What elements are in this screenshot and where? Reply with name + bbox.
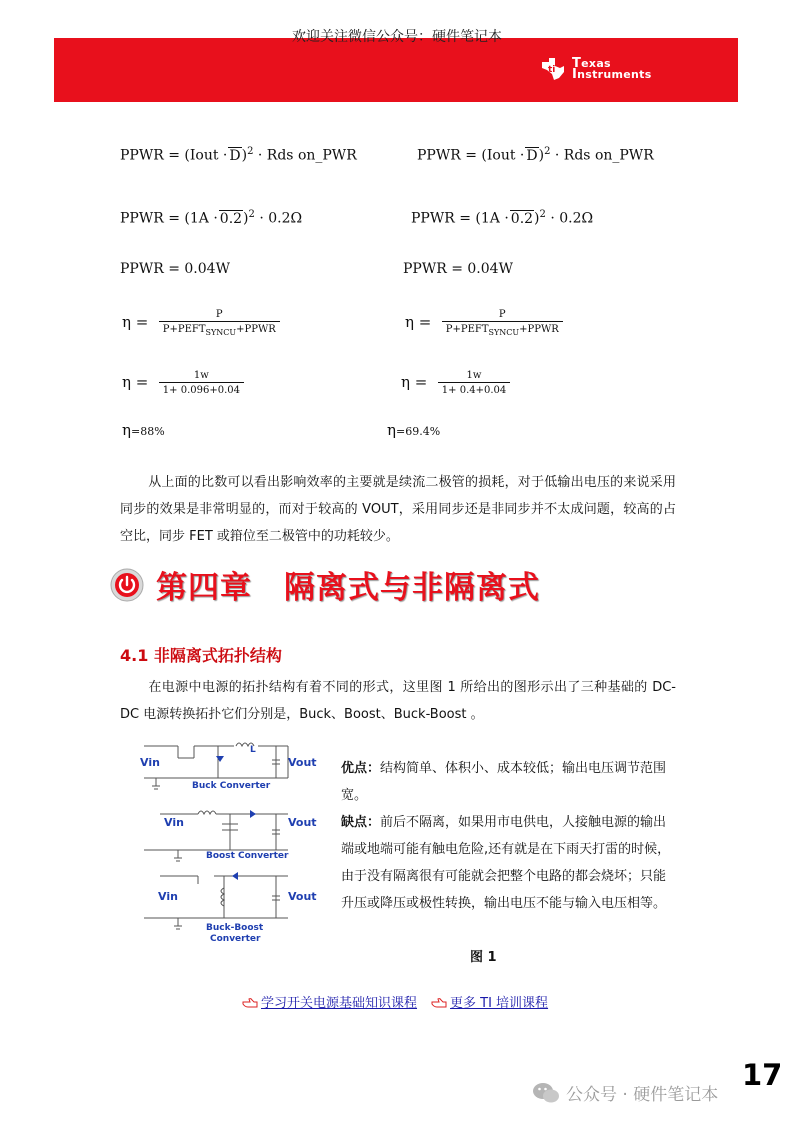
equation-right-result: η=69.4% <box>387 421 441 439</box>
equation-left-eta-1: η = $\frac{P}{P+PEFT_{SYNCU}+PPWR}$ <box>122 309 280 337</box>
equation-right-3: PPWR = 0.04W <box>403 261 513 277</box>
pros-text: 结构简单、体积小、成本较低；输出电压调节范围宽。 <box>341 761 667 803</box>
boost-converter-label: Boost Converter <box>206 851 289 861</box>
svg-text:ti: ti <box>548 65 556 75</box>
equation-left-2: PPWR = $(1A \cdot 0.2)^2 \cdot 0.2\Omega$ <box>120 209 303 227</box>
equation-left-eta-2: η = $\frac{1w}{1+ 0.096+0.04}$ <box>122 370 244 396</box>
logo-line-2: Instruments <box>572 67 652 82</box>
pros-cons-text <box>341 755 677 917</box>
figure-caption: 图 1 <box>470 950 497 965</box>
vout-label: Vout <box>288 816 317 829</box>
converter-label: Converter <box>210 934 261 944</box>
equation-left-3: PPWR = 0.04W <box>120 261 230 277</box>
watermark: 公众号 · 硬件笔记本 <box>532 1080 718 1105</box>
texas-state-icon <box>540 56 566 82</box>
equation-right-2: PPWR = $(1A \cdot 0.2)^2 \cdot 0.2\Omega$ <box>411 209 594 227</box>
chapter-title: 第四章 隔离式与非隔离式 <box>156 570 540 606</box>
vin-label: Vin <box>164 816 184 829</box>
equation-right-eta-1: η = $\frac{P}{P+PEFT_{SYNCU}+PPWR}$ <box>405 309 563 337</box>
converter-circuits-figure <box>138 738 322 950</box>
vin-label: Vin <box>158 890 178 903</box>
vout-label: Vout <box>288 890 317 903</box>
vin-label: Vin <box>140 756 160 769</box>
paragraph-topology: 在电源中电源的拓扑结构有着不同的形式，这里图 1 所给出的图形示出了三种基础的 DC-DC 电源转换拓扑它们分别是，Buck、Boost、Buck-Boost 。 <box>120 680 676 722</box>
basics-course-link[interactable]: 学习开关电源基础知识课程 <box>242 992 417 1011</box>
equation-right-1: PPWR = (Iout · D)$^2$ · Rds on_PWR <box>417 146 654 164</box>
paragraph-efficiency: 从上面的比数可以看出影响效率的主要就是续流二极管的损耗，对于低输出电压的来说采用同步的效果是非常明显的，而对于较高的 VOUT，采用同步还是非同步并不太成问题，较高的占空比，同步 FET 或箝位至二极管中的功耗较少。 <box>120 475 676 544</box>
section-title: 4.1 非隔离式拓扑结构 <box>120 646 282 665</box>
pros-label: 优点： <box>341 761 381 776</box>
cons-label: 缺点： <box>341 815 381 830</box>
logo-line-1: Texas <box>572 56 611 71</box>
ti-training-link[interactable]: 更多 TI 培训课程 <box>431 992 548 1011</box>
inductor-label: L <box>250 745 256 755</box>
pointing-hand-icon <box>431 996 447 1008</box>
pointing-hand-icon <box>242 996 258 1008</box>
page-number: 17 <box>742 1058 783 1092</box>
chapter-heading <box>110 562 540 607</box>
equation-left-1: PPWR = (Iout · D)$^2$ · Rds on_PWR <box>120 146 357 164</box>
equation-right-eta-2: η = $\frac{1w}{1+ 0.4+0.04}$ <box>401 370 510 396</box>
buck-converter-label: Buck Converter <box>192 781 271 791</box>
header-note: 欢迎关注微信公众号：硬件笔记本 <box>292 29 502 45</box>
wechat-icon <box>532 1082 560 1104</box>
ti-logo <box>540 56 652 82</box>
vout-label: Vout <box>288 756 317 769</box>
power-icon <box>110 568 144 602</box>
course-links <box>242 992 548 1011</box>
equation-left-result: η=88% <box>122 421 165 439</box>
cons-text: 前后不隔离，如果用市电供电，人接触电源的输出端或地端可能有触电危险,还有就是在下雨天打雷的时候，由于没有隔离很有可能就会把整个电路的都会烧坏；只能升压或降压或极性转换，输出电压不能与输入电压相等。 <box>341 815 671 911</box>
buck-boost-label: Buck-Boost <box>206 923 264 933</box>
